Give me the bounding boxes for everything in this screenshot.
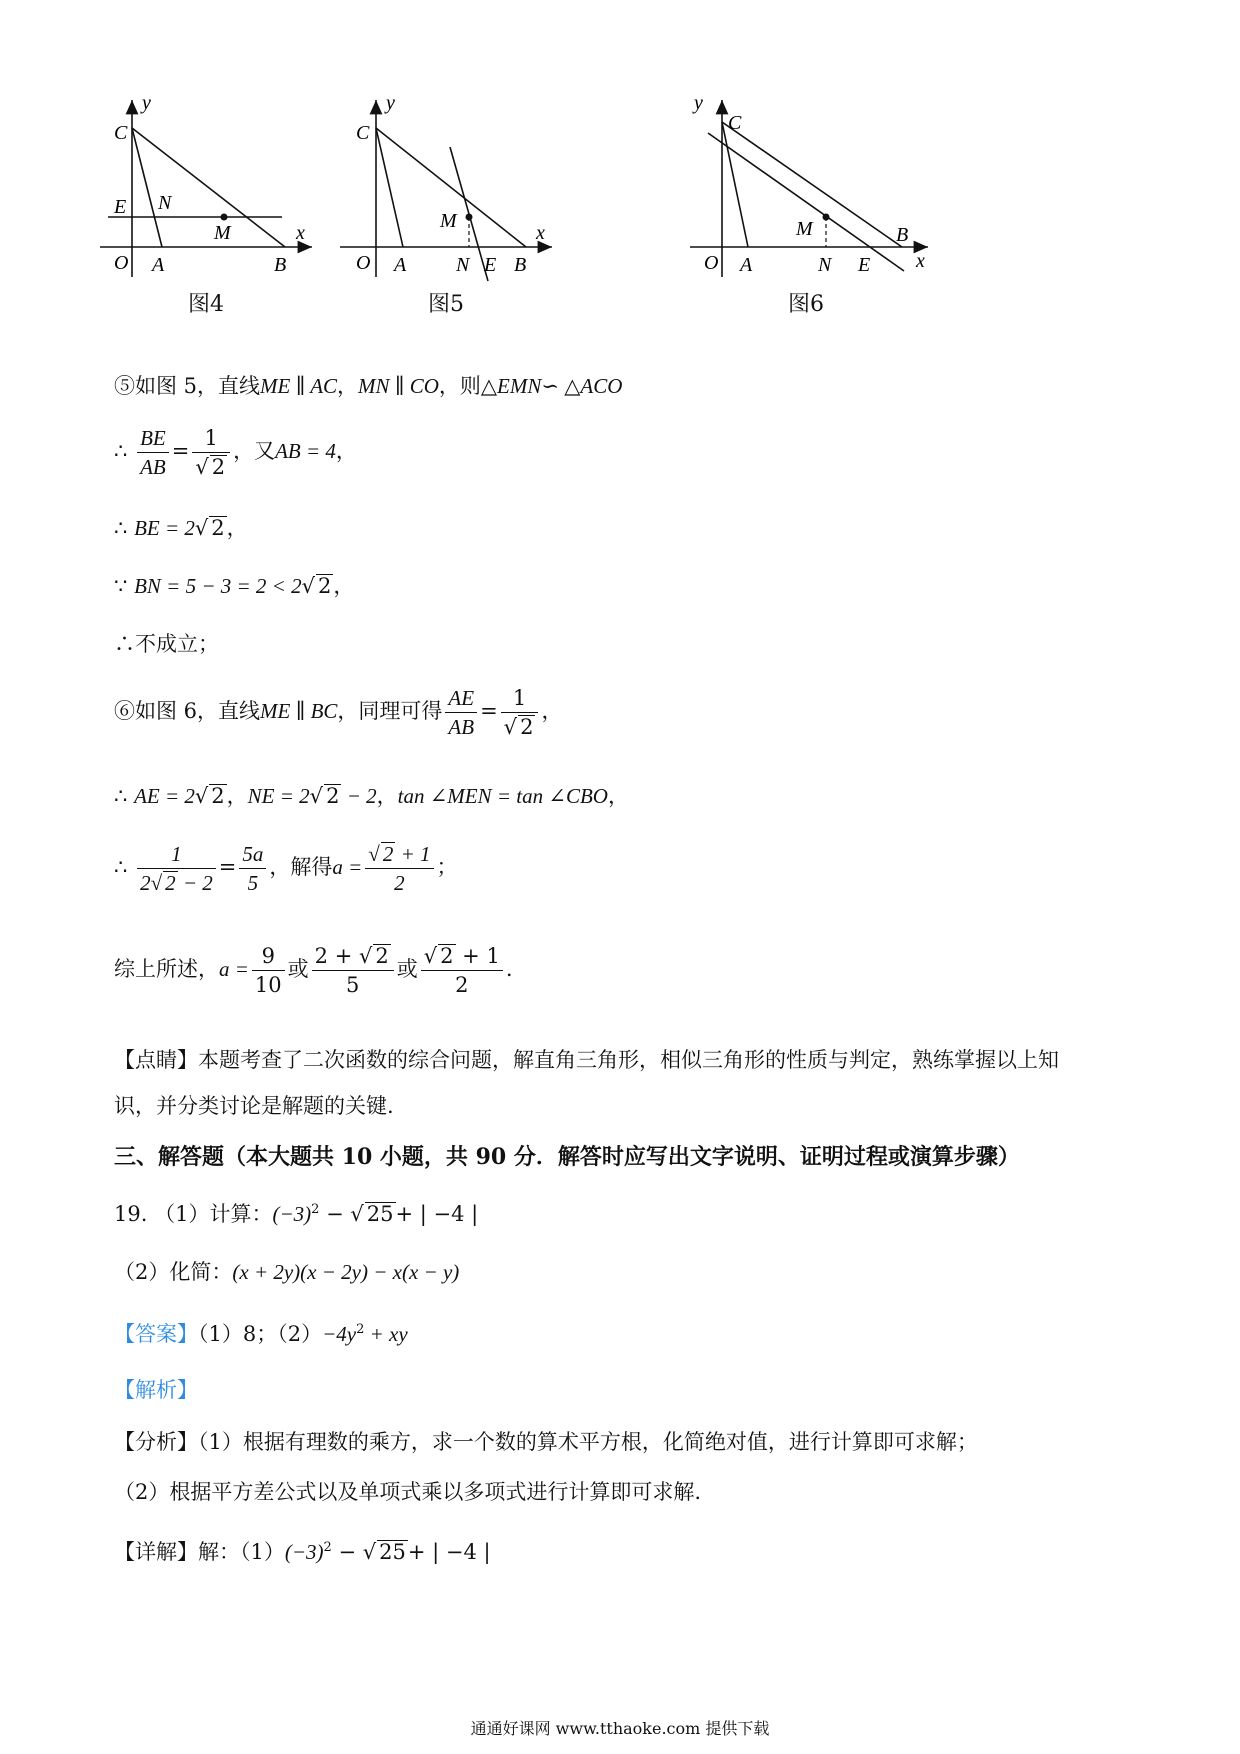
fig4-label-a: A xyxy=(152,254,165,276)
case6-tan: tan ∠MEN = tan ∠CBO xyxy=(397,784,608,808)
case5-bn-root: 2 xyxy=(317,574,332,598)
comment-line-2: 识，并分类讨论是解题的关键. xyxy=(114,1094,394,1118)
fig4-label-o: O xyxy=(114,252,129,274)
fig6-label-o: O xyxy=(704,252,719,274)
fig5-label-a: A xyxy=(394,254,407,276)
case5-rel2: MN ∥ CO xyxy=(358,374,439,398)
figure-5-diagram xyxy=(340,92,620,325)
case6-results: ∴ AE = 2√ 2，NE = 2√ 2 − 2，tan ∠MEN = tan ∠CBO， xyxy=(114,784,629,808)
summary-f3-root: 2 xyxy=(440,944,454,968)
therefore-symbol: ∴ xyxy=(114,439,128,463)
fig6-label-n: N xyxy=(818,254,832,276)
case6-solve-line: ∴ $\frac{1}{2√ 2 - 2}$ = $\frac{5a}{5}$ ，解得a = $\frac{√ 2 + 1}{2}$ ； xyxy=(114,842,458,895)
section-title: 三、解答题（本大题共 10 小题，共 90 分．解答时应写出文字说明、证明过程或演算步骤） xyxy=(114,1144,1020,1170)
therefore-symbol: ∴ xyxy=(114,516,128,540)
fig5-label-m: M xyxy=(440,210,457,232)
figure-4-diagram xyxy=(100,92,360,325)
summary-f2-root: 2 xyxy=(375,944,389,968)
fig4-label-m: M xyxy=(214,222,231,244)
therefore-symbol: ∴ xyxy=(114,784,128,808)
summary-frac1 xyxy=(252,942,285,999)
case5-ratio-line: ∴ $\frac{BE}{AB}$ = $\frac{1}{√ 2}$ ，又AB = 4， xyxy=(114,426,357,479)
comment-label: 【点睛】 xyxy=(114,1048,198,1072)
case6-one: 1 xyxy=(501,684,539,713)
detail-sqrt: 25 xyxy=(379,1540,406,1564)
case6-sep-b: ， xyxy=(376,784,398,808)
case6-a-eq: a = xyxy=(332,855,363,879)
fig6-label-c: C xyxy=(728,112,742,134)
detail-line: 【详解】解：$(1)(-3)^2$ − √ 25+ | −4 | xyxy=(114,1540,491,1564)
case5-one-over-root2: $\frac{1}{√ 2}$ xyxy=(192,424,230,481)
fig4-label-c: C xyxy=(114,122,128,144)
case5-bn-line: ∵ BN = 5 − 3 = 2 < 2√ 2， xyxy=(114,574,355,598)
q19-p1-minus: − xyxy=(319,1202,351,1226)
answer-expr-exp: 2 xyxy=(356,1322,365,1337)
answer-expr-a: −4y xyxy=(322,1322,357,1346)
detail-exp: 2 xyxy=(323,1540,332,1555)
fig4-label-y: y xyxy=(142,92,151,114)
case6-lhs-num: 1 xyxy=(137,840,216,869)
detail-text: 解：（1） xyxy=(198,1540,285,1564)
fig5-label-b: B xyxy=(514,254,527,276)
q19-p1-sqrt: 25 xyxy=(366,1202,394,1226)
case5-root2: 2 xyxy=(211,455,226,479)
fig5-label-n: N xyxy=(456,254,470,276)
case5-mid: ，则 xyxy=(438,374,481,398)
case6-lhs-den-a: 2 xyxy=(140,871,151,895)
case6-rel1: ME ∥ BC xyxy=(260,699,338,723)
case6-rhs-num: 5a xyxy=(239,840,266,869)
figure-5-caption: 图5 xyxy=(428,292,464,317)
fig4-label-n: N xyxy=(158,192,172,214)
figure-6-caption: 图6 xyxy=(788,292,824,317)
case6-sol-root: 2 xyxy=(382,842,394,866)
answer-text: （1）8；（2） xyxy=(198,1322,323,1346)
fig5-label-e: E xyxy=(484,254,497,276)
fig4-label-b: B xyxy=(274,254,287,276)
case6-comma: ， xyxy=(541,699,563,723)
page-footer: 通通好课网 www.tthaoke.com 提供下载 xyxy=(470,1719,770,1738)
summary-f3-tail: + 1 xyxy=(455,944,500,968)
fig5-label-y: y xyxy=(386,92,395,114)
detail-base: (−3) xyxy=(284,1540,324,1564)
q19-part2 xyxy=(114,1256,459,1286)
analysis-line-2: （2）根据平方差公式以及单项式乘以多项式进行计算即可求解. xyxy=(114,1480,702,1504)
analysis-label: 【解析】 xyxy=(114,1378,198,1402)
case6-frac-den: AB xyxy=(448,715,475,739)
case5-bn-comma: ， xyxy=(333,574,355,598)
case6-sep-c: ， xyxy=(607,784,629,808)
answer-label: 【答案】 xyxy=(114,1322,198,1346)
case5-be-result: BE = 2 xyxy=(134,516,195,540)
q19-p1-exp: 2 xyxy=(311,1202,320,1217)
q19-p1-base: (−3) xyxy=(272,1202,312,1226)
case6-sol-tail: + 1 xyxy=(395,842,431,866)
summary-f1-den: 10 xyxy=(254,973,282,997)
summary-or-1: 或 xyxy=(287,957,309,981)
case6-ae-root: 2 xyxy=(211,784,225,808)
summary-f2-den: 5 xyxy=(346,973,360,997)
case6-ne: NE = 2 xyxy=(247,784,310,808)
detail-abs: + | −4 | xyxy=(407,1540,491,1564)
case5-comma: ， xyxy=(335,439,357,463)
comment-text-1: 本题考查了二次函数的综合问题，解直角三角形，相似三角形的性质与判定，熟练掌握以上知 xyxy=(198,1048,1059,1072)
case6-rhs-den: 5 xyxy=(247,871,259,895)
case5-ab4: AB = 4 xyxy=(275,439,336,463)
fig6-label-b: B xyxy=(896,224,909,246)
q19-p1-abs: + | −4 | xyxy=(395,1202,479,1226)
case6-solution-frac: $\frac{√ 2 + 1}{2}$ xyxy=(365,840,433,897)
case5-one: 1 xyxy=(192,424,230,453)
figure-4 xyxy=(100,92,360,325)
case5-be-root: 2 xyxy=(211,516,225,540)
case6-root2: 2 xyxy=(520,715,534,739)
figure-6 xyxy=(690,92,950,325)
fig6-label-y: y xyxy=(694,92,703,114)
summary-frac3: $\frac{√ 2 + 1}{2}$ xyxy=(421,942,503,999)
summary-line xyxy=(114,942,513,999)
case6-frac-num: AE xyxy=(445,684,477,713)
case5-frac-den: AB xyxy=(140,455,166,479)
fig4-label-e: E xyxy=(114,196,127,218)
fig4-label-x: x xyxy=(296,222,305,244)
case5-sep1: ， xyxy=(337,374,359,398)
case6-sol-den: 2 xyxy=(394,871,405,895)
case5-be-comma: ， xyxy=(226,516,248,540)
summary-f3-den: 2 xyxy=(455,973,469,997)
case6-semicolon: ； xyxy=(436,855,458,879)
case5-statement xyxy=(114,370,622,400)
case5-be-line: ∴ BE = 2√ 2， xyxy=(114,516,248,540)
figure-4-caption: 图4 xyxy=(188,292,224,317)
case6-ne-root: 2 xyxy=(326,784,340,808)
fig5-label-o: O xyxy=(356,252,371,274)
case6-ratio-frac xyxy=(445,684,477,741)
case5-frac-num: BE xyxy=(137,424,169,453)
case5-prefix: ⑤如图 5，直线 xyxy=(114,374,261,398)
case5-rel3: △EMN∽ △ACO xyxy=(480,374,623,398)
summary-a-eq: a = xyxy=(219,957,249,981)
q19-p2-label: （2）化简： xyxy=(114,1260,233,1284)
summary-f1-num: 9 xyxy=(252,942,285,971)
case5-ratio-frac xyxy=(137,424,169,481)
therefore-symbol: ∴ xyxy=(114,855,128,879)
because-symbol: ∵ xyxy=(114,574,128,598)
case6-lhs-frac: $\frac{1}{2√ 2 - 2}$ xyxy=(137,840,216,897)
summary-prefix: 综上所述， xyxy=(114,957,219,981)
case5-bn: BN = 5 − 3 = 2 < 2 xyxy=(134,574,302,598)
q19-number: 19. xyxy=(114,1202,148,1226)
q19-p1-label: （1）计算： xyxy=(154,1202,273,1226)
fig6-label-x: x xyxy=(916,250,925,272)
summary-or-2: 或 xyxy=(396,957,418,981)
detail-minus: − xyxy=(331,1540,363,1564)
case6-ne-tail: − 2 xyxy=(341,784,377,808)
fig6-label-a: A xyxy=(740,254,753,276)
fig6-label-e: E xyxy=(858,254,871,276)
case5-also: ，又 xyxy=(233,439,276,463)
fig5-label-x: x xyxy=(536,222,545,244)
summary-frac2: $\frac{2 + √ 2}{5}$ xyxy=(312,942,394,999)
case6-lhs-den-b: − 2 xyxy=(177,871,213,895)
case6-prefix: ⑥如图 6，直线 xyxy=(114,699,261,723)
detail-label: 【详解】 xyxy=(114,1540,198,1564)
case6-sep-a: ， xyxy=(226,784,248,808)
case6-statement: ⑥如图 6，直线ME ∥ BC，同理可得 $\frac{AE}{AB}$ = $\frac{1}{√ 2}$ ， xyxy=(114,686,563,739)
summary-period: . xyxy=(505,957,513,981)
q19-answer xyxy=(114,1318,408,1348)
q19-p2-expr: (x + 2y)(x − 2y) − x(x − y) xyxy=(232,1260,460,1284)
case6-one-over-root2: $\frac{1}{√ 2}$ xyxy=(501,684,539,741)
comment-line-1 xyxy=(114,1044,1059,1074)
fig6-label-m: M xyxy=(796,218,813,240)
case6-lhs-root: 2 xyxy=(165,871,176,895)
fig5-label-c: C xyxy=(356,122,370,144)
analysis-text-1: （1）根据有理数的乘方，求一个数的算术平方根，化简绝对值，进行计算即可求解； xyxy=(198,1430,978,1454)
case5-rel1: ME ∥ AC xyxy=(260,374,338,398)
analysis-sub-label: 【分析】 xyxy=(114,1430,198,1454)
figure-5 xyxy=(340,92,620,325)
case6-similar: ，同理可得 xyxy=(337,699,443,723)
case6-rhs-frac xyxy=(239,840,266,897)
answer-expr-b: + xy xyxy=(364,1322,408,1346)
case6-solve: ，解得 xyxy=(269,855,333,879)
q19-part1: 19. （1）计算：$(-3)^2$ − √ 25+ | −4 | xyxy=(114,1202,479,1226)
analysis-line-1 xyxy=(114,1426,978,1456)
summary-f2-head: 2 + xyxy=(314,944,359,968)
case6-ae: AE = 2 xyxy=(134,784,195,808)
case5-conclusion: ∴不成立； xyxy=(114,632,219,656)
